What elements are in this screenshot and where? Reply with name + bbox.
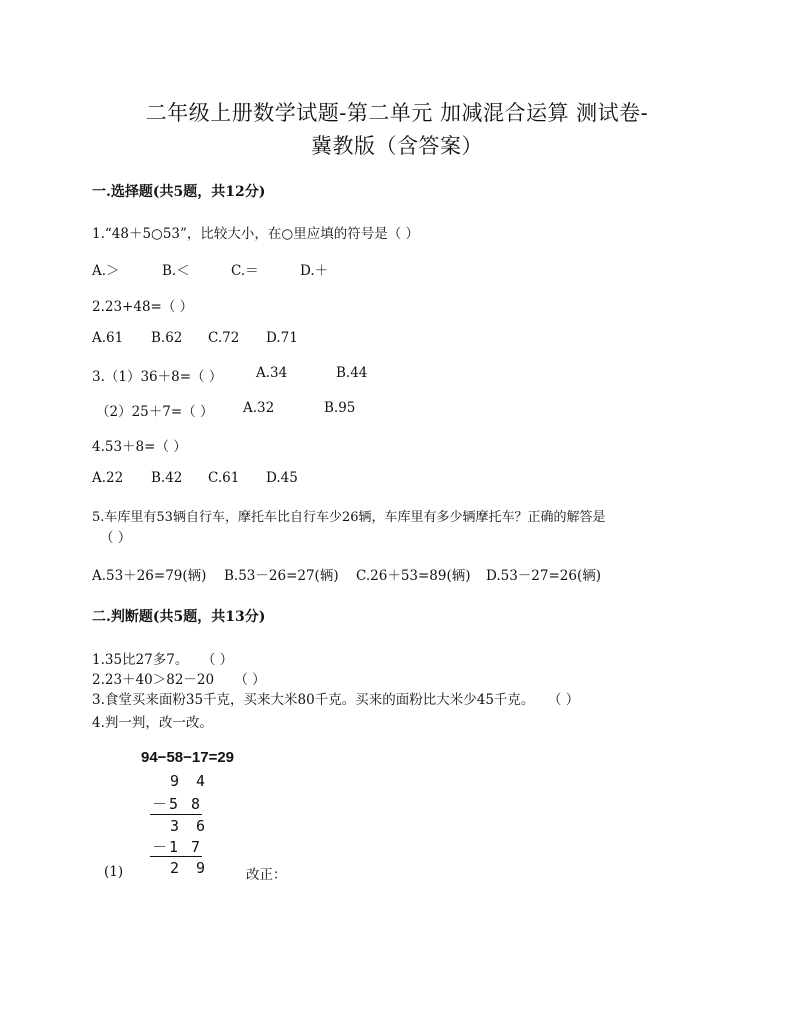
judgment-item-2: 2.23＋40＞82－20 （ ） bbox=[92, 672, 266, 688]
question-3-part-1-option-b: B.44 bbox=[336, 365, 368, 381]
work-row-3: 3 6 bbox=[170, 817, 210, 835]
work-line-2 bbox=[150, 856, 202, 857]
question-3-part-1-text: 3.（1）36＋8=（ ） bbox=[92, 369, 223, 385]
question-2-text: 2.23+48=（ ） bbox=[92, 299, 194, 315]
work-row-1: 9 4 bbox=[170, 772, 210, 790]
question-2-option-a: A.61 bbox=[92, 330, 124, 346]
question-4-option-c: C.61 bbox=[208, 470, 240, 486]
question-5-option-b: B.53－26=27(辆) bbox=[224, 568, 339, 584]
judgment-item-1: 1.35比27多7。 （ ） bbox=[92, 652, 234, 668]
question-2-option-c: C.72 bbox=[208, 330, 240, 346]
question-4-option-a: A.22 bbox=[92, 470, 124, 486]
work-row-5: 2 9 bbox=[170, 859, 210, 877]
question-5-option-a: A.53＋26=79(辆) bbox=[92, 568, 207, 584]
work-row-4: －1 7 bbox=[152, 838, 203, 856]
question-5-text: 5.车库里有53辆自行车，摩托车比自行车少26辆，车库里有多少辆摩托车？正确的解答是 bbox=[92, 510, 606, 525]
work-equation: 94−58−17=29 bbox=[141, 749, 235, 766]
question-3-part-1-option-a: A.34 bbox=[256, 365, 288, 381]
question-4-text: 4.53＋8=（ ） bbox=[92, 439, 187, 455]
section-1-heading: 一.选择题(共5题，共12分) bbox=[92, 184, 266, 200]
work-part-label: (1) bbox=[104, 864, 124, 880]
question-4-option-d: D.45 bbox=[266, 470, 298, 486]
judgment-item-3: 3.食堂买来面粉35千克，买来大米80千克。买来的面粉比大米少45千克。 （ ） bbox=[92, 692, 580, 708]
section-2-heading: 二.判断题(共5题，共13分) bbox=[92, 609, 266, 625]
question-1-option-a: A.＞ bbox=[92, 263, 120, 279]
question-5-option-d: D.53－27=26(辆) bbox=[486, 568, 602, 584]
question-5-option-c: C.26＋53=89(辆) bbox=[356, 568, 471, 584]
question-5-text-line-2: （ ） bbox=[100, 530, 132, 546]
question-3-part-2-text: （2）25＋7=（ ） bbox=[96, 404, 214, 420]
question-2-option-d: D.71 bbox=[266, 330, 298, 346]
question-1-text: 1.“48＋5○53”，比较大小，在○里应填的符号是（ ） bbox=[92, 226, 419, 242]
correction-label: 改正： bbox=[246, 867, 287, 883]
question-2-option-b: B.62 bbox=[151, 330, 183, 346]
question-3-part-2-option-a: A.32 bbox=[243, 400, 275, 416]
question-1-option-b: B.＜ bbox=[162, 263, 190, 279]
work-line-1 bbox=[150, 814, 202, 815]
question-4-option-b: B.42 bbox=[151, 470, 183, 486]
question-3-part-2-option-b: B.95 bbox=[324, 400, 356, 416]
doc-title-line-2: 冀教版（含答案） bbox=[311, 134, 483, 158]
work-row-2: －5 8 bbox=[152, 795, 203, 813]
doc-title-line-1: 二年级上册数学试题-第二单元 加减混合运算 测试卷- bbox=[145, 101, 649, 125]
judgment-item-4: 4.判一判，改一改。 bbox=[92, 715, 213, 731]
question-1-option-c: C.＝ bbox=[231, 263, 259, 279]
question-1-option-d: D.＋ bbox=[300, 263, 329, 279]
